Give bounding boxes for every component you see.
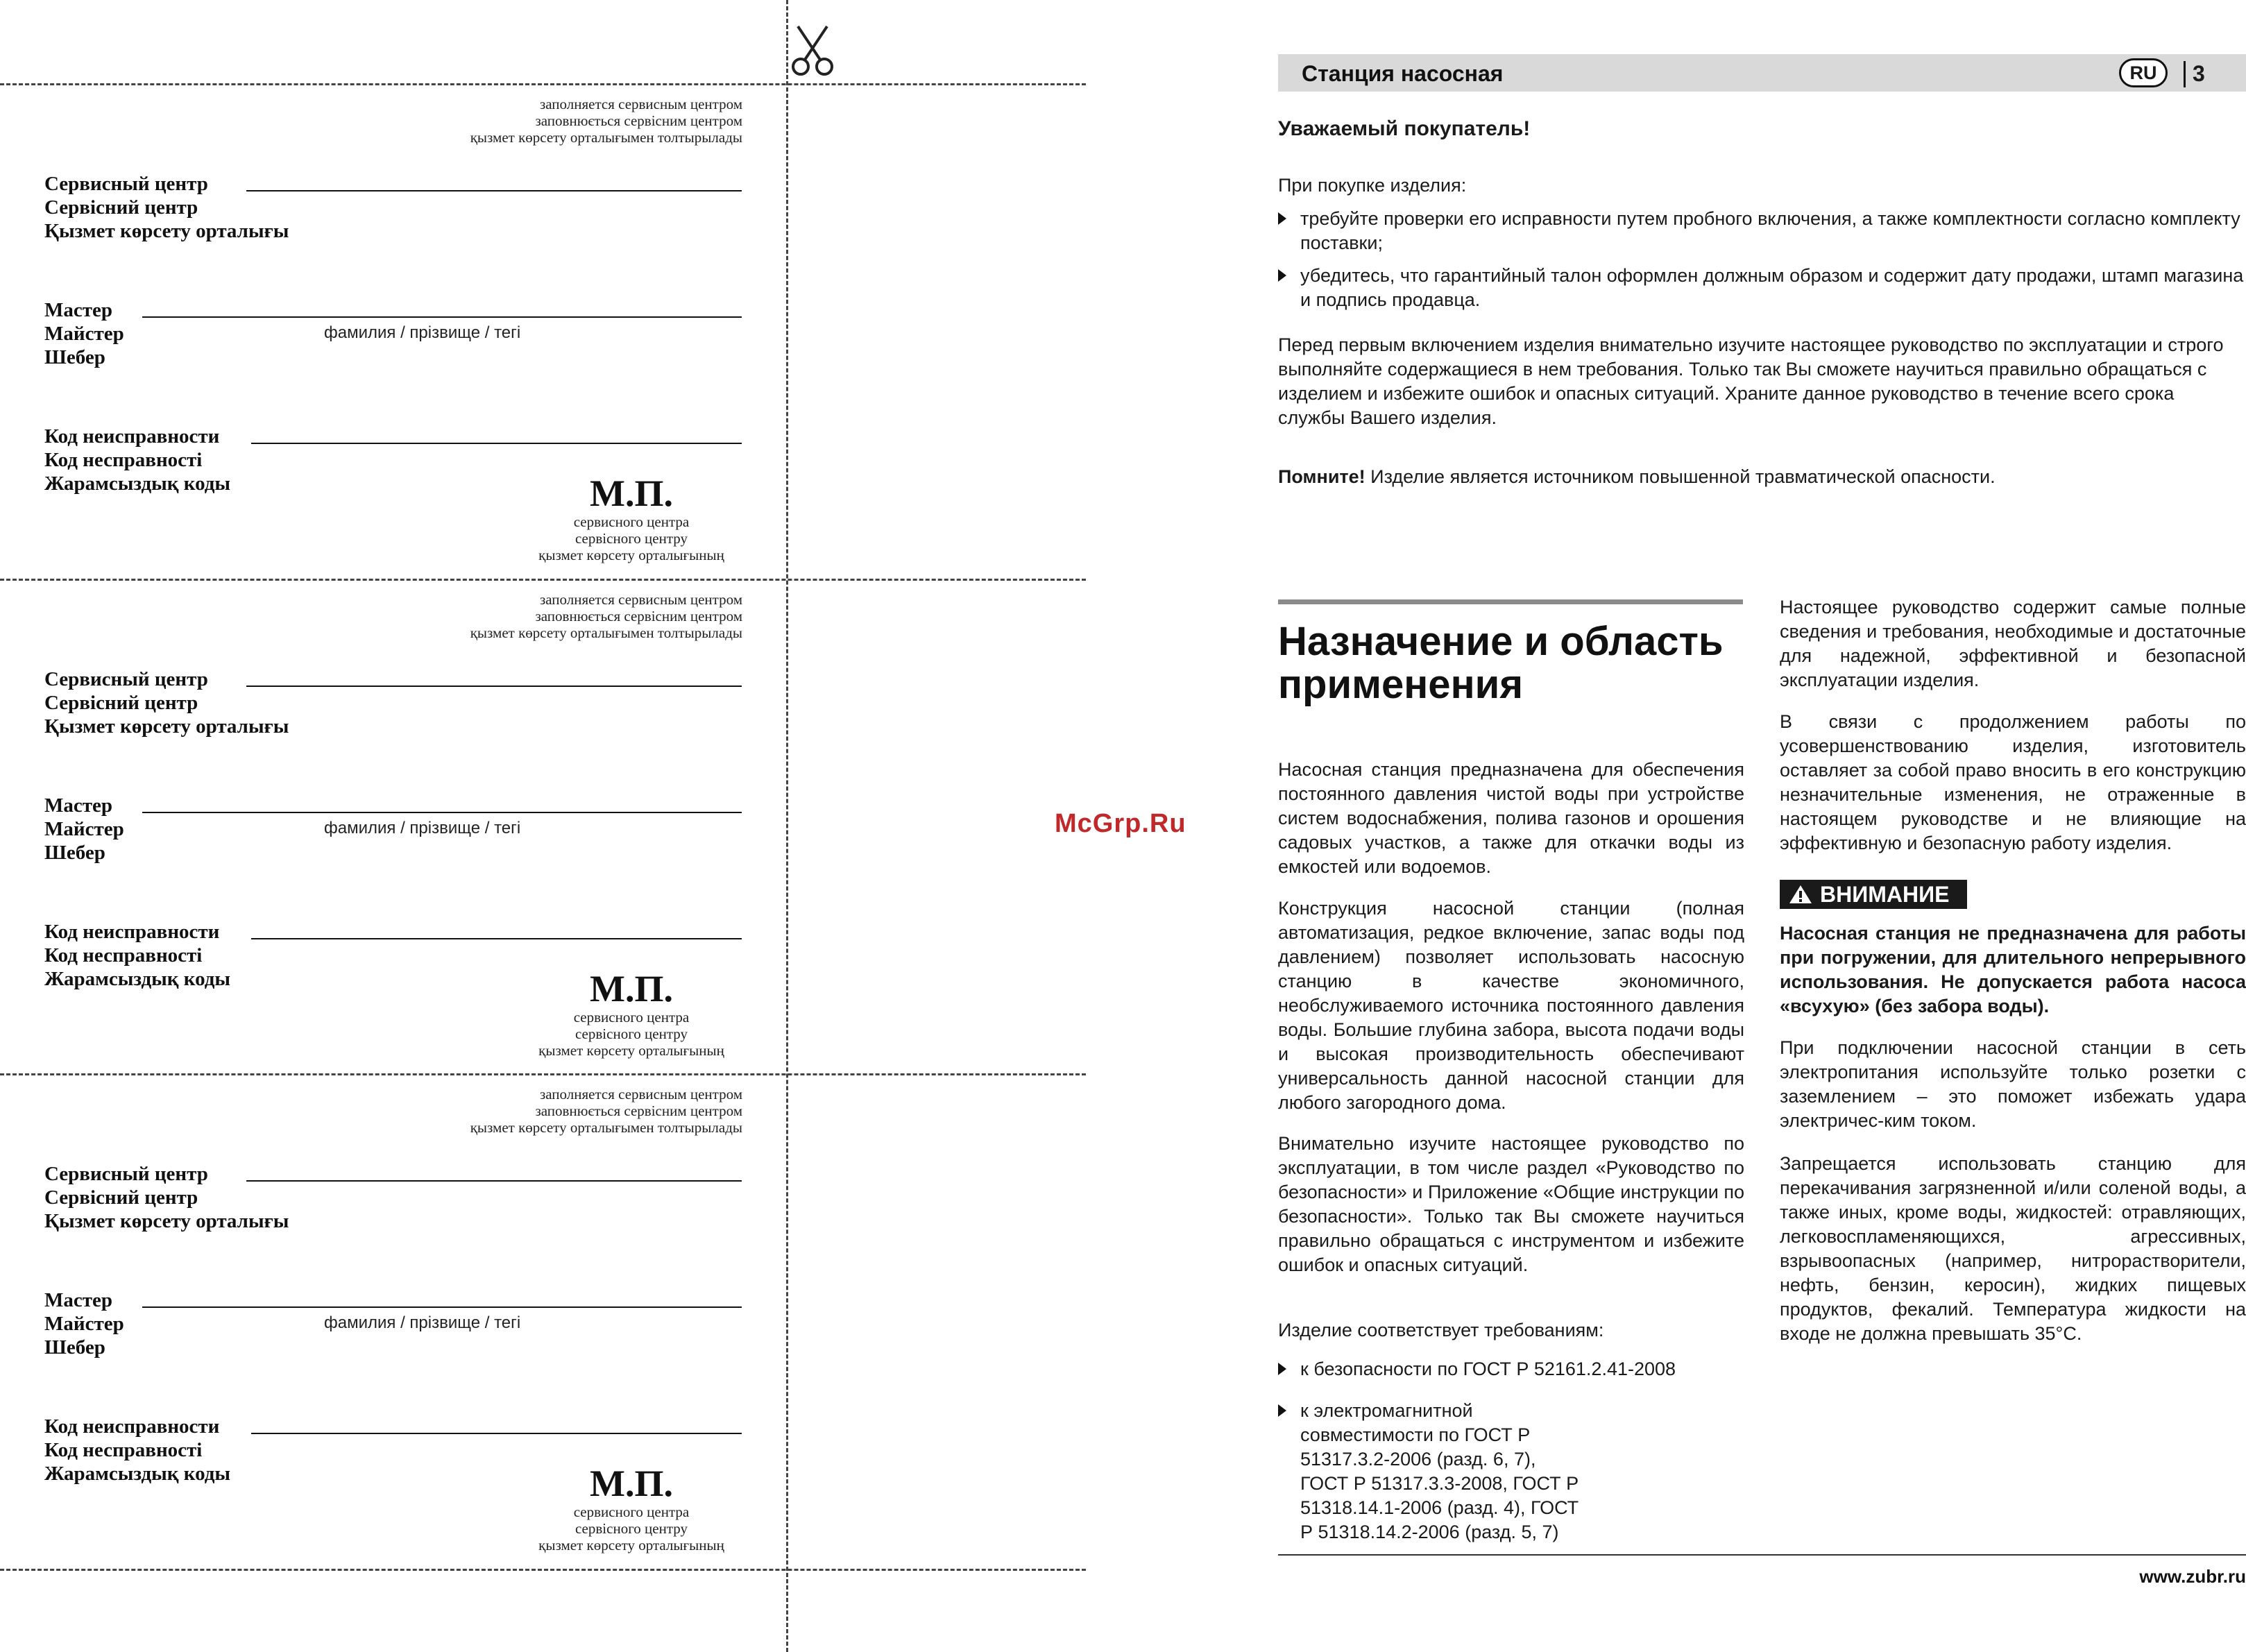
fault-code-line — [251, 443, 742, 444]
surname-note: фамилия / прізвище / тегі — [324, 323, 521, 342]
website-link[interactable]: www.zubr.ru — [2139, 1566, 2246, 1587]
section-title: Назначение и область применения — [1278, 619, 1724, 707]
warranty-coupon — [0, 1073, 786, 1569]
cut-line-vertical — [786, 0, 788, 1652]
master-line — [142, 812, 742, 813]
service-center-label: Сервисный центр Сервісний центр Қызмет көрсету орталығы — [44, 1163, 289, 1232]
warning-triangle-icon — [1788, 884, 1813, 905]
service-center-line — [246, 190, 742, 191]
list-item: требуйте проверки его исправности путем пробного включения, а также комплектности согласно комплекту поставки; — [1278, 207, 2246, 255]
list-item: к безопасности по ГОСТ Р 52161.2.41-2008 — [1278, 1357, 1744, 1381]
service-center-label: Сервисный центр Сервісний центр Қызмет көрсету орталығы — [44, 668, 289, 738]
prohibited-liquids-paragraph: Запрещается использовать станцию для перекачивания загрязненной и/или соленой воды, а также иных, кроме воды, жидкостей: отравляющих, легковоспламеняющихся, агрессивных, взрывоопасных (например, нитрорастворители, нефть, бензин, керосин), жидких пищевых продуктов, фекалий. Температура жидкости на входе не должна превышать 35°С. — [1780, 1153, 2246, 1344]
bullet-icon — [1278, 212, 1286, 225]
service-center-label: Сервисный центр Сервісний центр Қызмет көрсету орталығы — [44, 173, 289, 242]
watermark: McGrp.Ru — [1055, 809, 1186, 838]
manual-content-paragraph: Настоящее руководство содержит самые полные сведения и требования, необходимые и достаточные для надежной, эффективной и безопасной эксплуатации изделия. — [1780, 597, 2246, 690]
design-paragraph: Конструкция насосной станции (полная автоматизация, редкое включение, запас воды под давлением) позволяет использовать насосную станцию в качестве экономичного, необслуживаемого источника постоянного давления воды. Большие глубина забора, высота подачи воды и высокая производительность обеспечивают универсальность данной насосной станции для любого загородного дома. — [1278, 898, 1744, 1113]
purpose-paragraph: Насосная станция предназначена для обеспечения постоянного давления чистой воды при устройстве систем водоснабжения, полива газонов и орошения садовых участков, а также для откачки воды из емкостей или водоемов. — [1278, 759, 1744, 877]
list-item: к электромагнитной совместимости по ГОСТ Р 51317.3.2-2006 (разд. 6, 7), ГОСТ Р 51317.3.3-2008, ГОСТ Р 51318.14.1-2006 (разд. 4), ГОСТ Р 51318.14.2-2006 (разд. 5, 7) — [1278, 1399, 1583, 1544]
master-line — [142, 316, 742, 318]
before-first-use-paragraph: Перед первым включением изделия внимательно изучите настоящее руководство по эксплуатации и строго выполняйте содержащиеся в нем требования. Только так Вы сможете научиться правильно обращаться с изделием и избежите ошибок и опасных ситуаций. Храните данное руководство в течение всего срока службы Вашего изделия. — [1278, 334, 2224, 428]
section-rule — [1278, 599, 1743, 604]
cut-line-bottom — [0, 1569, 1086, 1571]
page-number: 3 — [2193, 61, 2205, 86]
language-badge: RU — [2119, 58, 2168, 87]
master-label: Мастер Майстер Шебер — [44, 794, 124, 864]
bullet-icon — [1278, 269, 1286, 282]
service-center-line — [246, 686, 742, 687]
stamp-area: М.П. сервисного центра сервісного центру қызмет көрсету орталығының — [538, 472, 724, 563]
scissors-icon — [788, 24, 837, 86]
warranty-coupon — [0, 83, 786, 579]
warranty-coupon — [0, 579, 786, 1074]
remember-paragraph: Помните! Изделие является источником повышенной травматической опасности. — [1278, 466, 1996, 487]
manufacturer-rights-paragraph: В связи с продолжением работы по усовершенствованию изделия, изготовитель оставляет за собой право вносить в его конструкцию незначительные изменения, не отраженные в настоящем руководстве и не влияющие на эффективную и безопасную работу изделия. — [1780, 711, 2246, 853]
fault-code-label: Код неисправности Код несправності Жарамсыздық коды — [44, 425, 231, 495]
fault-code-line — [251, 938, 742, 939]
footer-rule — [1278, 1554, 2246, 1556]
greeting-heading: Уважаемый покупатель! — [1278, 117, 1531, 140]
list-item: убедитесь, что гарантийный талон оформлен должным образом и содержит дату продажи, штамп магазина и подпись продавца. — [1278, 264, 2246, 312]
surname-note: фамилия / прізвище / тегі — [324, 819, 521, 837]
service-center-line — [246, 1180, 742, 1182]
warning-badge: ВНИМАНИЕ — [1780, 880, 1967, 909]
compliance-lead: Изделие соответствует требованиям: — [1278, 1320, 1604, 1340]
page-number-divider — [2184, 61, 2186, 87]
stamp-area: М.П. сервисного центра сервісного центру қызмет көрсету орталығының — [538, 1463, 724, 1553]
bullet-icon — [1278, 1363, 1286, 1375]
master-label: Мастер Майстер Шебер — [44, 299, 124, 368]
master-line — [142, 1306, 742, 1308]
study-manual-paragraph: Внимательно изучите настоящее руководство по эксплуатации, в том числе раздел «Руководство по безопасности» и Приложение «Общие инструкции по безопасности». Только так Вы сможете научиться правильно обращаться с инструментом и избежите ошибок и опасных ситуаций. — [1278, 1133, 1744, 1275]
fill-note: заполняется сервисным центром заповнюється сервісним центром қызмет көрсету орталығымен толтырылады — [470, 1086, 742, 1136]
purchase-lead: При покупке изделия: — [1278, 175, 1467, 196]
fault-code-line — [251, 1433, 742, 1434]
surname-note: фамилия / прізвище / тегі — [324, 1313, 521, 1332]
warning-text: Насосная станция не предназначена для работы при погружении, для длительного непрерывного использования. Не допускается работа насоса «всухую» (без забора воды). — [1780, 923, 2246, 1016]
fault-code-label: Код неисправности Код несправності Жарамсыздық коды — [44, 921, 231, 990]
page-title: Станция насосная — [1302, 61, 1504, 86]
stamp-area: М.П. сервисного центра сервісного центру қызмет көрсету орталығының — [538, 968, 724, 1059]
grounding-paragraph: При подключении насосной станции в сеть электропитания используйте только розетки с заземлением – это поможет избежать удара электричес-ким током. — [1780, 1037, 2246, 1131]
fault-code-label: Код неисправности Код несправності Жарамсыздық коды — [44, 1415, 231, 1485]
master-label: Мастер Майстер Шебер — [44, 1289, 124, 1359]
fill-note: заполняется сервисным центром заповнюється сервісним центром қызмет көрсету орталығымен толтырылады — [470, 96, 742, 146]
fill-note: заполняется сервисным центром заповнюється сервісним центром қызмет көрсету орталығымен толтырылады — [470, 591, 742, 641]
bullet-icon — [1278, 1404, 1286, 1417]
